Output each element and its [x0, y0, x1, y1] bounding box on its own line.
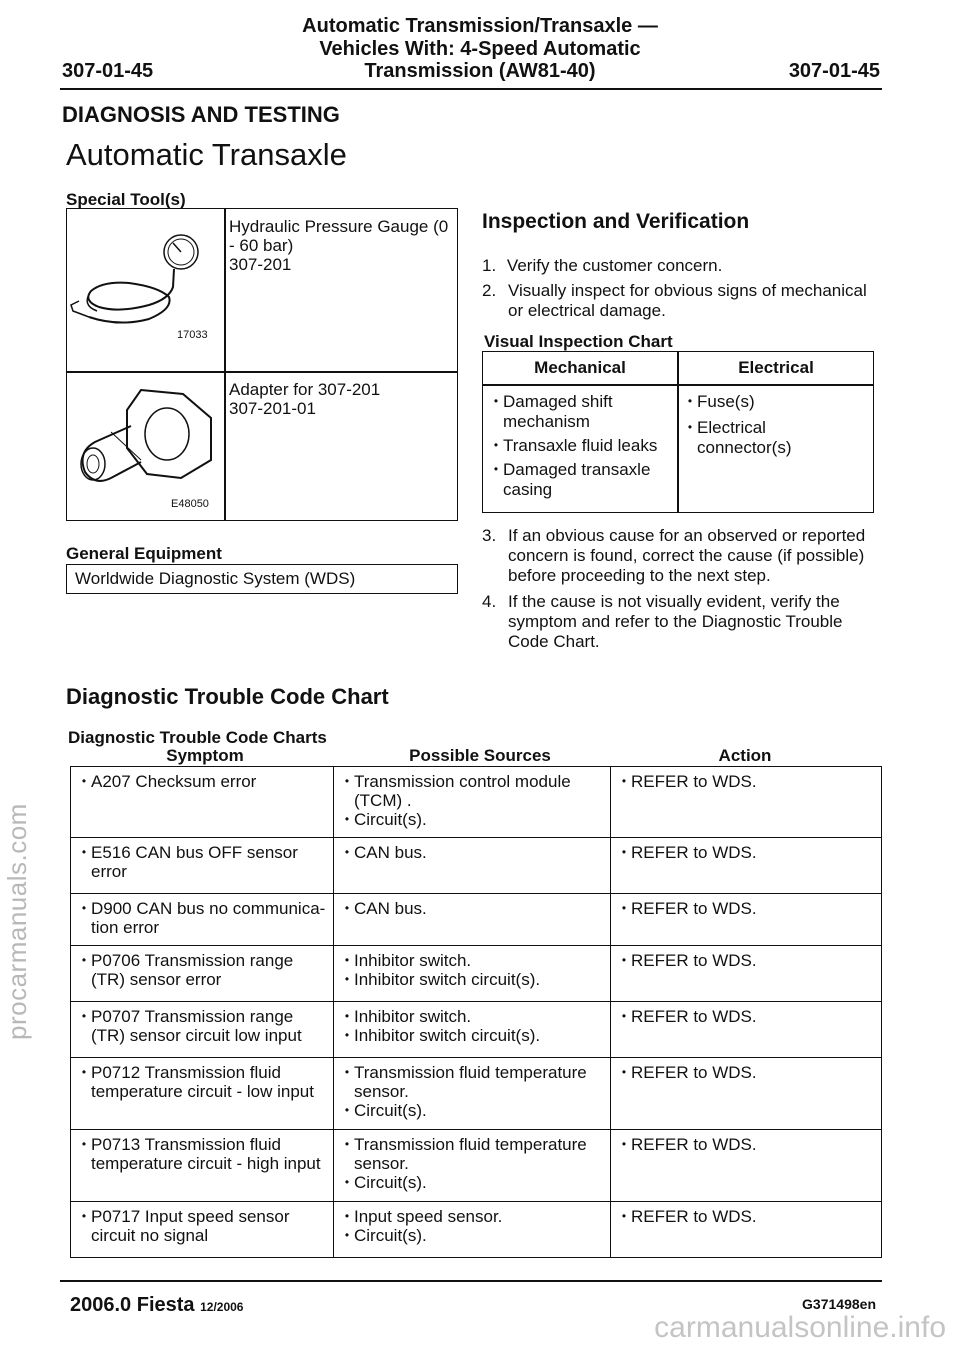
inspection-step-3	[482, 526, 866, 585]
special-tool-2-line-1: Adapter for 307-201	[229, 380, 381, 399]
inspection-step-4	[482, 592, 843, 651]
possible-sources-cell: • Input speed sensor. • Circuit(s).	[334, 1202, 611, 1258]
table-row	[71, 767, 882, 838]
possible-sources-cell: • Inhibitor switch. • Inhibitor switch circuit(s).	[334, 1002, 611, 1058]
table-row	[71, 1130, 882, 1202]
action-cell: • REFER to WDS.	[611, 894, 882, 946]
special-tool-2-line-2: 307-201-01	[229, 399, 316, 418]
special-tool-2-image-code: E48050	[171, 498, 209, 510]
special-tool-1-image-code: 17033	[177, 329, 208, 341]
step-4-line-3: Code Chart.	[508, 632, 600, 651]
column-header-action: Action	[718, 746, 772, 765]
special-tool-row-1	[66, 208, 458, 373]
action-cell: • REFER to WDS.	[611, 1058, 882, 1130]
special-tool-row-2	[66, 371, 458, 521]
footer-model-text: 2006.0 Fiesta	[70, 1294, 195, 1316]
mechanical-item-2: • Transaxle fluid leaks	[493, 436, 658, 455]
step-4-line-2: symptom and refer to the Diagnostic Trouble	[508, 612, 843, 631]
footer-code: G371498en	[802, 1296, 876, 1312]
step-3-line-2: concern is found, correct the cause (if possible)	[508, 546, 865, 565]
electrical-item-2: • Electrical connector(s)	[687, 418, 792, 457]
electrical-item-1: • Fuse(s)	[687, 392, 755, 411]
step-1-number: 1.	[482, 256, 497, 275]
possible-sources-cell: • Transmission fluid temperature sensor. • Circuit(s).	[334, 1130, 611, 1202]
inspection-step-2	[482, 281, 867, 320]
action-cell: • REFER to WDS.	[611, 946, 882, 1002]
symptom-cell: • D900 CAN bus no communica- tion error	[71, 894, 334, 946]
possible-sources-cell: • Transmission fluid temperature sensor. • Circuit(s).	[334, 1058, 611, 1130]
mechanical-item-1: • Damaged shift mechanism	[493, 392, 613, 431]
section-heading: DIAGNOSIS AND TESTING	[62, 102, 340, 127]
symptom-cell: • P0706 Transmission range (TR) sensor error	[71, 946, 334, 1002]
watermark-bottom: carmanualsonline.info	[654, 1311, 946, 1344]
visual-inspection-chart	[482, 351, 874, 513]
step-2-line-2: or electrical damage.	[508, 301, 666, 320]
footer-date: 12/2006	[200, 1300, 244, 1314]
symptom-cell: • A207 Checksum error	[71, 767, 334, 838]
table-row	[71, 1202, 882, 1258]
table-row	[71, 946, 882, 1002]
possible-sources-cell: • Inhibitor switch. • Inhibitor switch circuit(s).	[334, 946, 611, 1002]
action-cell: • REFER to WDS.	[611, 767, 882, 838]
step-3-line-3: before proceeding to the next step.	[508, 566, 771, 585]
symptom-cell: • P0707 Transmission range (TR) sensor circuit low input	[71, 1002, 334, 1058]
table-row	[71, 838, 882, 894]
header-title-line-1: Automatic Transmission/Transaxle —	[302, 15, 658, 37]
header-title-line-2: Vehicles With: 4-Speed Automatic	[319, 38, 641, 60]
symptom-cell: • P0713 Transmission fluid temperature circuit - high input	[71, 1130, 334, 1202]
symptom-cell: • E516 CAN bus OFF sensor error	[71, 838, 334, 894]
general-equipment-item: Worldwide Diagnostic System (WDS)	[66, 564, 458, 594]
table-row	[71, 1002, 882, 1058]
action-cell: • REFER to WDS.	[611, 1202, 882, 1258]
table-row	[71, 1058, 882, 1130]
step-2-number: 2.	[482, 281, 497, 300]
step-4-line-1: If the cause is not visually evident, verify the	[508, 592, 840, 611]
special-tool-1-name	[229, 217, 448, 274]
chart-header-mechanical: Mechanical	[534, 358, 626, 377]
column-header-symptom: Symptom	[166, 746, 244, 765]
possible-sources-cell: • Transmission control module (TCM) . • Circuit(s).	[334, 767, 611, 838]
mechanical-list	[489, 392, 675, 500]
possible-sources-cell: • CAN bus.	[334, 894, 611, 946]
special-tool-2-name	[229, 380, 380, 418]
table-row	[71, 894, 882, 946]
column-header-possible-sources: Possible Sources	[409, 746, 551, 765]
step-3-line-1: If an obvious cause for an observed or reported	[508, 526, 866, 545]
possible-sources-cell: • CAN bus.	[334, 838, 611, 894]
electrical-list	[683, 392, 869, 458]
general-equipment-heading: General Equipment	[66, 544, 222, 563]
footer-model	[70, 1294, 243, 1317]
special-tool-1-line-3: 307-201	[229, 255, 292, 274]
chart-header-electrical: Electrical	[738, 358, 814, 377]
mechanical-item-3: • Damaged transaxle casing	[493, 460, 651, 499]
special-tools-heading: Special Tool(s)	[66, 190, 186, 209]
symptom-cell: • P0712 Transmission fluid temperature circuit - low input	[71, 1058, 334, 1130]
dtc-table	[70, 766, 882, 1258]
dtc-subheading: Diagnostic Trouble Code Charts	[68, 728, 327, 747]
step-2-line-1: Visually inspect for obvious signs of mechanical	[508, 281, 867, 300]
page-title: Automatic Transaxle	[66, 137, 347, 172]
watermark-left: procarmanuals.com	[2, 803, 32, 1040]
special-tool-1-line-2: - 60 bar)	[229, 236, 294, 255]
page-code-left: 307-01-45	[62, 60, 154, 82]
action-cell: • REFER to WDS.	[611, 838, 882, 894]
action-cell: • REFER to WDS.	[611, 1130, 882, 1202]
step-4-number: 4.	[482, 592, 497, 611]
special-tool-1-line-1: Hydraulic Pressure Gauge (0	[229, 217, 449, 236]
adapter-illustration-icon	[71, 382, 221, 497]
footer-rule	[60, 1280, 882, 1282]
inspection-step-1	[482, 256, 722, 276]
symptom-cell: • P0717 Input speed sensor circuit no signal	[71, 1202, 334, 1258]
page-code-right: 307-01-45	[788, 60, 880, 82]
inspection-heading: Inspection and Verification	[482, 210, 750, 233]
step-3-number: 3.	[482, 526, 497, 545]
visual-chart-heading: Visual Inspection Chart	[484, 332, 673, 351]
header-rule	[60, 88, 882, 90]
action-cell: • REFER to WDS.	[611, 1002, 882, 1058]
header-title-line-3: Transmission (AW81-40)	[364, 60, 596, 82]
dtc-heading: Diagnostic Trouble Code Chart	[66, 684, 389, 709]
step-1-text: Verify the customer concern.	[506, 256, 723, 275]
